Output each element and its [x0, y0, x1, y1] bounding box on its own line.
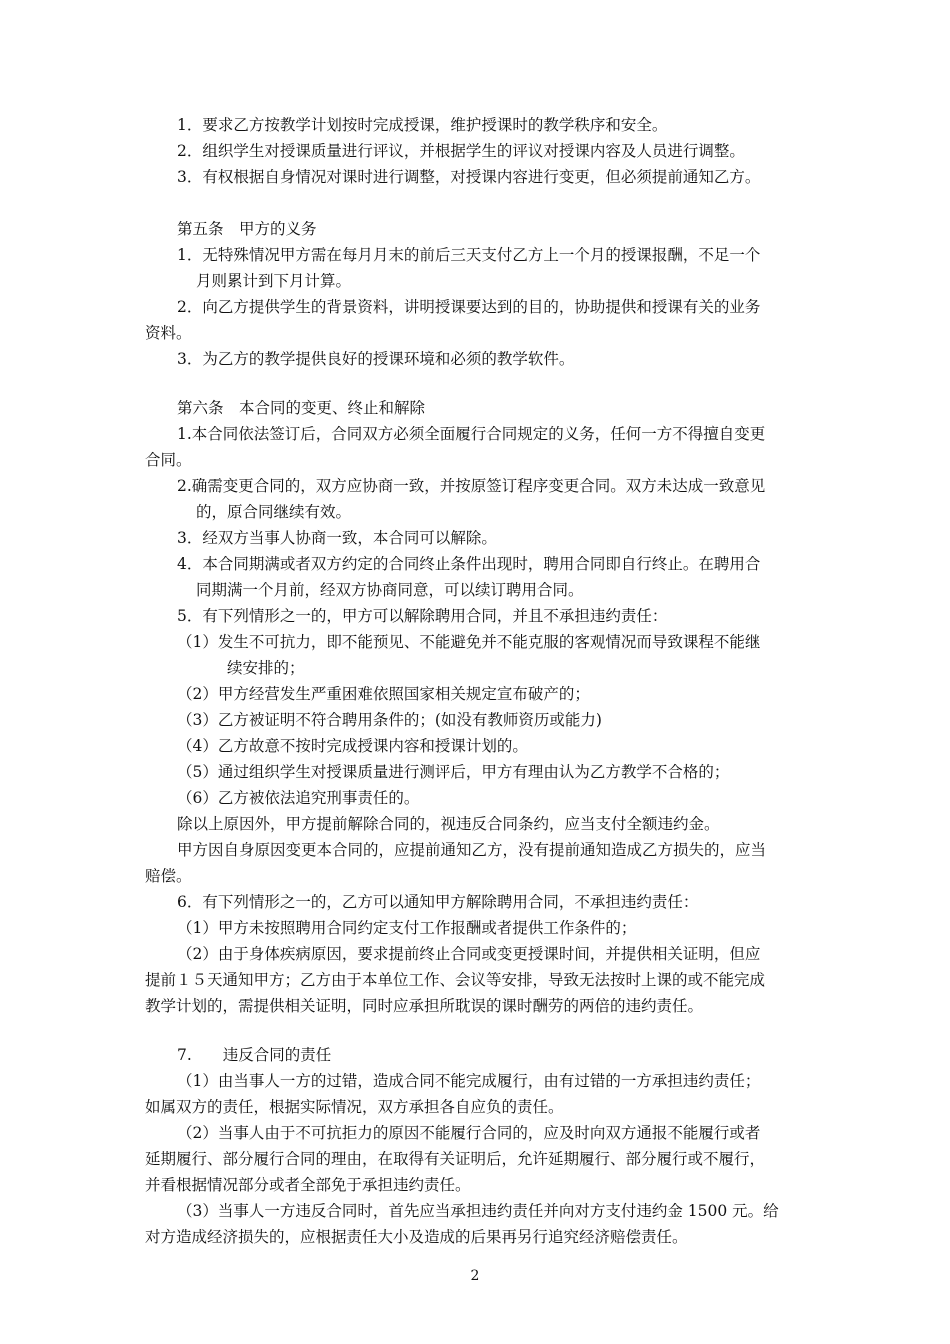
text-line: 合同。	[145, 451, 192, 469]
text-line: （1）发生不可抗力，即不能预见、不能避免并不能克服的客观情况而导致课程不能继	[177, 633, 761, 651]
text-line: 3．有权根据自身情况对课时进行调整，对授课内容进行变更，但必须提前通知乙方。	[177, 168, 761, 186]
text-line: 2．组织学生对授课质量进行评议，并根据学生的评议对授课内容及人员进行调整。	[177, 142, 745, 160]
page-number: 2	[470, 1268, 480, 1284]
text-line: 1.本合同依法签订后，合同双方必须全面履行合同规定的义务，任何一方不得擅自变更	[177, 425, 766, 443]
text-line: 提前１５天通知甲方；乙方由于本单位工作、会议等安排，导致无法按时上课的或不能完成	[145, 971, 766, 989]
text-line: 的，原合同继续有效。	[196, 503, 352, 521]
text-line: 延期履行、部分履行合同的理由，在取得有关证明后，允许延期履行、部分履行或不履行，	[145, 1150, 766, 1168]
text-line: 甲方因自身原因变更本合同的，应提前通知乙方，没有提前通知造成乙方损失的，应当	[177, 841, 767, 859]
text-line: 2．向乙方提供学生的背景资料，讲明授课要达到的目的，协助提供和授课有关的业务	[177, 298, 761, 316]
section-heading: 第六条 本合同的变更、终止和解除	[177, 399, 426, 417]
section-heading: 第五条 甲方的义务	[177, 220, 317, 238]
text-line: （2）当事人由于不可抗拒力的原因不能履行合同的，应及时向双方通报不能履行或者	[177, 1124, 761, 1142]
text-line: 1．要求乙方按教学计划按时完成授课，维护授课时的教学秩序和安全。	[177, 116, 668, 134]
text-line: 如属双方的责任，根据实际情况，双方承担各自应负的责任。	[145, 1098, 564, 1116]
text-line: 5．有下列情形之一的，甲方可以解除聘用合同，并且不承担违约责任：	[177, 607, 668, 625]
text-line: 月则累计到下月计算。	[196, 272, 352, 290]
text-line: （5）通过组织学生对授课质量进行测评后，甲方有理由认为乙方教学不合格的；	[177, 763, 730, 781]
text-line: 对方造成经济损失的，应根据责任大小及造成的后果再另行追究经济赔偿责任。	[145, 1228, 688, 1246]
text-line: 除以上原因外，甲方提前解除合同的，视违反合同条约，应当支付全额违约金。	[177, 815, 720, 833]
text-line: 续安排的；	[227, 659, 305, 677]
text-line: 资料。	[145, 324, 192, 342]
text-line: 并看根据情况部分或者全部免于承担违约责任。	[145, 1176, 471, 1194]
text-line: （3）乙方被证明不符合聘用条件的；(如没有教师资历或能力)	[177, 711, 602, 729]
text-line: 2.确需变更合同的，双方应协商一致，并按原签订程序变更合同。双方未达成一致意见	[177, 477, 766, 495]
text-line: （3）当事人一方违反合同时，首先应当承担违约责任并向对方支付违约金 1500 元。给	[177, 1202, 779, 1220]
text-line: 同期满一个月前，经双方协商同意，可以续订聘用合同。	[196, 581, 584, 599]
text-line: 3．为乙方的教学提供良好的授课环境和必须的教学软件。	[177, 350, 575, 368]
text-line: （2）甲方经营发生严重困难依照国家相关规定宣布破产的；	[177, 685, 590, 703]
section-heading: 7. 违反合同的责任	[177, 1046, 332, 1064]
text-line: （2）由于身体疾病原因，要求提前终止合同或变更授课时间，并提供相关证明，但应	[177, 945, 761, 963]
text-line: 1．无特殊情况甲方需在每月月末的前后三天支付乙方上一个月的授课报酬，不足一个	[177, 246, 761, 264]
text-line: 6．有下列情形之一的，乙方可以通知甲方解除聘用合同，不承担违约责任：	[177, 893, 699, 911]
text-line: 3．经双方当事人协商一致，本合同可以解除。	[177, 529, 497, 547]
text-line: （4）乙方故意不按时完成授课内容和授课计划的。	[177, 737, 528, 755]
text-line: 教学计划的，需提供相关证明，同时应承担所耽误的课时酬劳的两倍的违约责任。	[145, 997, 704, 1015]
text-line: （1）由当事人一方的过错，造成合同不能完成履行，由有过错的一方承担违约责任；	[177, 1072, 761, 1090]
text-line: 4．本合同期满或者双方约定的合同终止条件出现时，聘用合同即自行终止。在聘用合	[177, 555, 761, 573]
text-line: （6）乙方被依法追究刑事责任的。	[177, 789, 420, 807]
text-line: 赔偿。	[145, 867, 192, 885]
text-line: （1）甲方未按照聘用合同约定支付工作报酬或者提供工作条件的；	[177, 919, 637, 937]
